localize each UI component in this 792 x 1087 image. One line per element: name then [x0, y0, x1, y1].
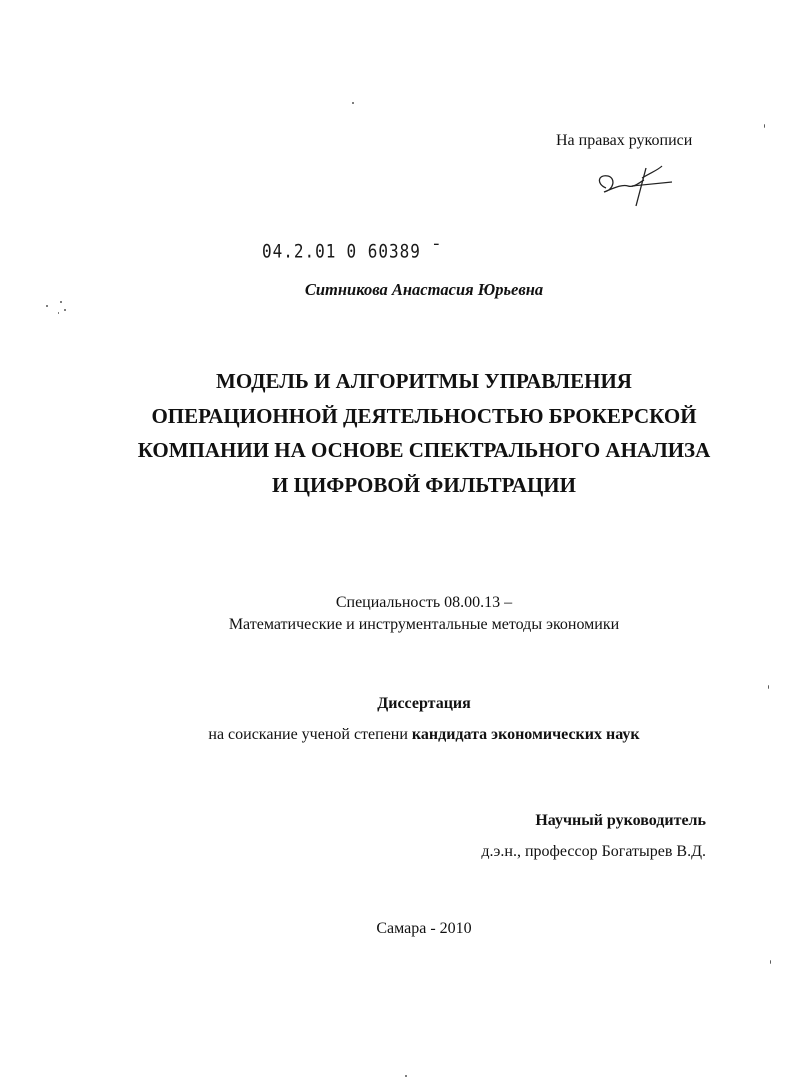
- title-line: МОДЕЛЬ И АЛГОРИТМЫ УПРАВЛЕНИЯ: [216, 369, 632, 393]
- dissertation-heading: Диссертация: [377, 695, 471, 712]
- dissertation-block: [0, 688, 792, 750]
- title-line: И ЦИФРОВОЙ ФИЛЬТРАЦИИ: [272, 472, 576, 497]
- scan-speck: [770, 960, 771, 964]
- degree-prefix: на соискание ученой степени: [208, 726, 408, 743]
- registration-stamp: [262, 240, 442, 262]
- scan-speck: [60, 301, 62, 303]
- stamp-dash-icon: ˉ: [420, 240, 443, 262]
- specialty-code: Специальность 08.00.13 –: [335, 594, 513, 611]
- signature-icon: [592, 158, 678, 210]
- author-name: Ситникова Анастасия Юрьевна: [304, 280, 544, 299]
- city-year: Самара - 2010: [376, 920, 472, 937]
- stamp-number: 0 60389: [346, 240, 421, 262]
- thesis-title: [0, 364, 792, 502]
- advisor-label: Научный руководитель: [535, 812, 706, 829]
- rights-notice: На правах рукописи: [556, 132, 693, 149]
- degree-name: кандидата экономических наук: [411, 726, 640, 743]
- dissertation-subtitle: [56, 719, 792, 750]
- scan-speck: [64, 309, 66, 311]
- title-line: ОПЕРАЦИОННОЙ ДЕЯТЕЛЬНОСТЬЮ БРОКЕРСКОЙ: [151, 403, 697, 428]
- scan-speck: [46, 305, 48, 307]
- scan-speck: [352, 102, 354, 104]
- scan-speck: [768, 685, 769, 689]
- specialty-name: Математические и инструментальные методы экономики: [228, 616, 620, 633]
- scan-speck: [764, 124, 765, 128]
- title-line: КОМПАНИИ НА ОСНОВЕ СПЕКТРАЛЬНОГО АНАЛИЗА: [137, 438, 711, 462]
- stamp-code: 04.2.01: [262, 240, 337, 262]
- scan-speck: [58, 312, 59, 314]
- advisor-name: д.э.н., профессор Богатырев В.Д.: [481, 843, 706, 860]
- specialty-block: [0, 592, 792, 636]
- advisor-block: [481, 805, 706, 867]
- scan-speck: [405, 1075, 407, 1077]
